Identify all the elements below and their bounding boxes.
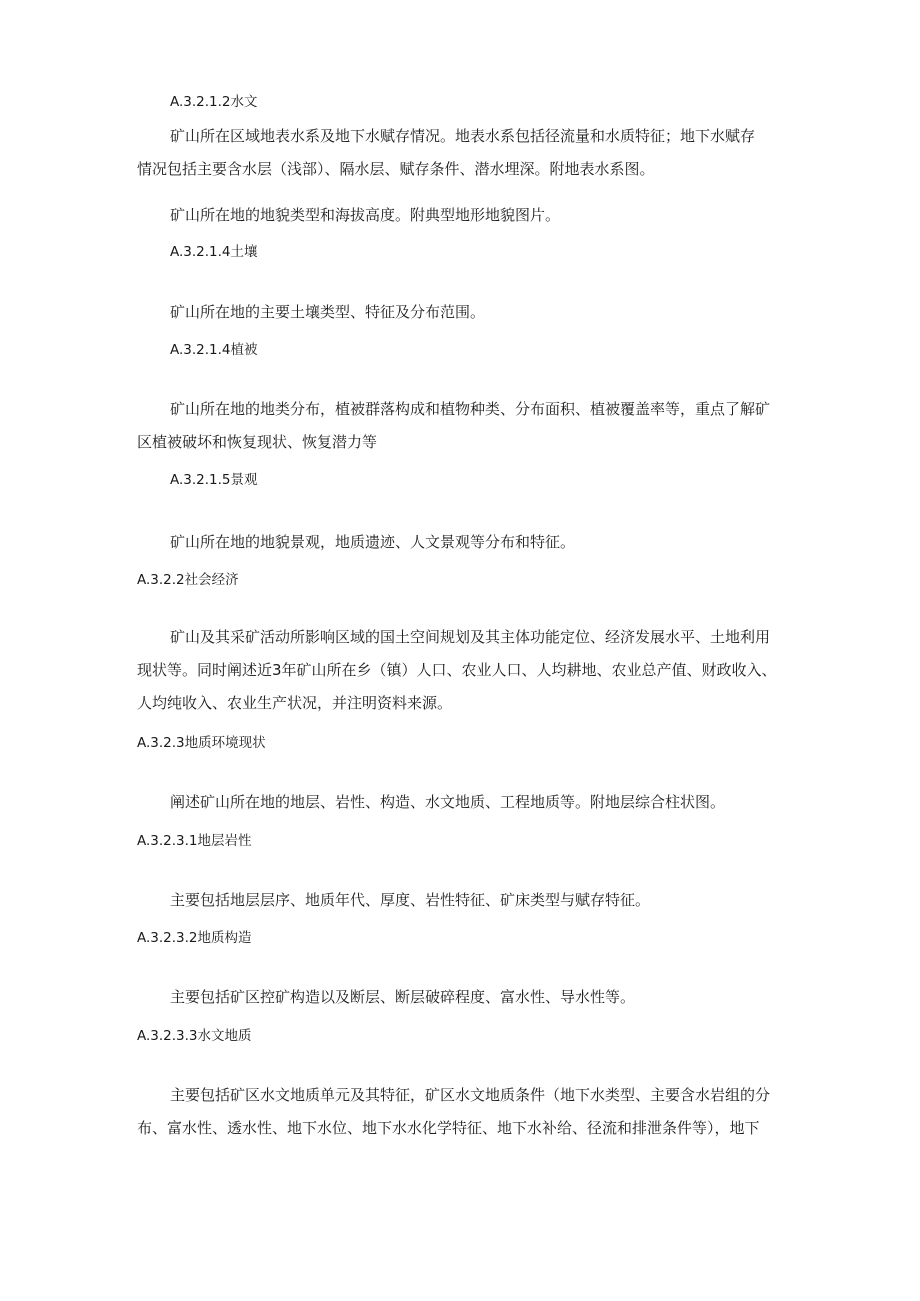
heading-landscape: A.3.2.1.5景观 [170, 472, 258, 488]
paragraph-line: 主要包括矿区水文地质单元及其特征，矿区水文地质条件（地下水类型、主要含水岩组的分 [170, 1086, 771, 1104]
paragraph-line: 人均纯收入、农业生产状况，并注明资料来源。 [137, 694, 453, 712]
paragraph-line: 主要包括地层层序、地质年代、厚度、岩性特征、矿床类型与赋存特征。 [170, 891, 651, 909]
heading-hydrogeology: A.3.2.3.3水文地质 [137, 1028, 252, 1044]
paragraph-line: 情况包括主要含水层（浅部）、隔水层、赋存条件、潜水埋深。附地表水系图。 [137, 160, 655, 178]
paragraph-line: 阐述矿山所在地的地层、岩性、构造、水文地质、工程地质等。附地层综合柱状图。 [170, 793, 726, 811]
heading-soil: A.3.2.1.4土壤 [170, 244, 258, 260]
paragraph-line: 矿山所在地的主要土壤类型、特征及分布范围。 [170, 303, 486, 321]
paragraph-line: 区植被破坏和恢复现状、恢复潜力等 [137, 433, 378, 451]
heading-geo-structure: A.3.2.3.2地质构造 [137, 930, 252, 946]
paragraph-line: 矿山所在地的地貌类型和海拔高度。附典型地形地貌图片。 [170, 206, 561, 224]
heading-hydrology: A.3.2.1.2水文 [170, 94, 258, 110]
paragraph-line: 主要包括矿区控矿构造以及断层、断层破碎程度、富水性、导水性等。 [170, 988, 636, 1006]
paragraph-line: 矿山所在区域地表水系及地下水赋存情况。地表水系包括径流量和水质特征；地下水赋存 [170, 127, 756, 145]
paragraph-line: 矿山及其采矿活动所影响区域的国土空间规划及其主体功能定位、经济发展水平、土地利用 [170, 628, 771, 646]
paragraph-line: 现状等。同时阐述近3年矿山所在乡（镇）人口、农业人口、人均耕地、农业总产值、财政收入、 [137, 661, 777, 679]
paragraph-line: 矿山所在地的地貌景观，地质遗迹、人文景观等分布和特征。 [170, 533, 576, 551]
heading-social-economy: A.3.2.2社会经济 [137, 572, 239, 588]
paragraph-line: 矿山所在地的地类分布，植被群落构成和植物种类、分布面积、植被覆盖率等，重点了解矿 [170, 400, 771, 418]
heading-vegetation: A.3.2.1.4植被 [170, 342, 258, 358]
paragraph-line: 布、富水性、透水性、地下水位、地下水水化学特征、地下水补给、径流和排泄条件等），地下 [137, 1119, 760, 1137]
heading-geo-environment: A.3.2.3地质环境现状 [137, 735, 266, 751]
heading-stratigraphy: A.3.2.3.1地层岩性 [137, 833, 252, 849]
